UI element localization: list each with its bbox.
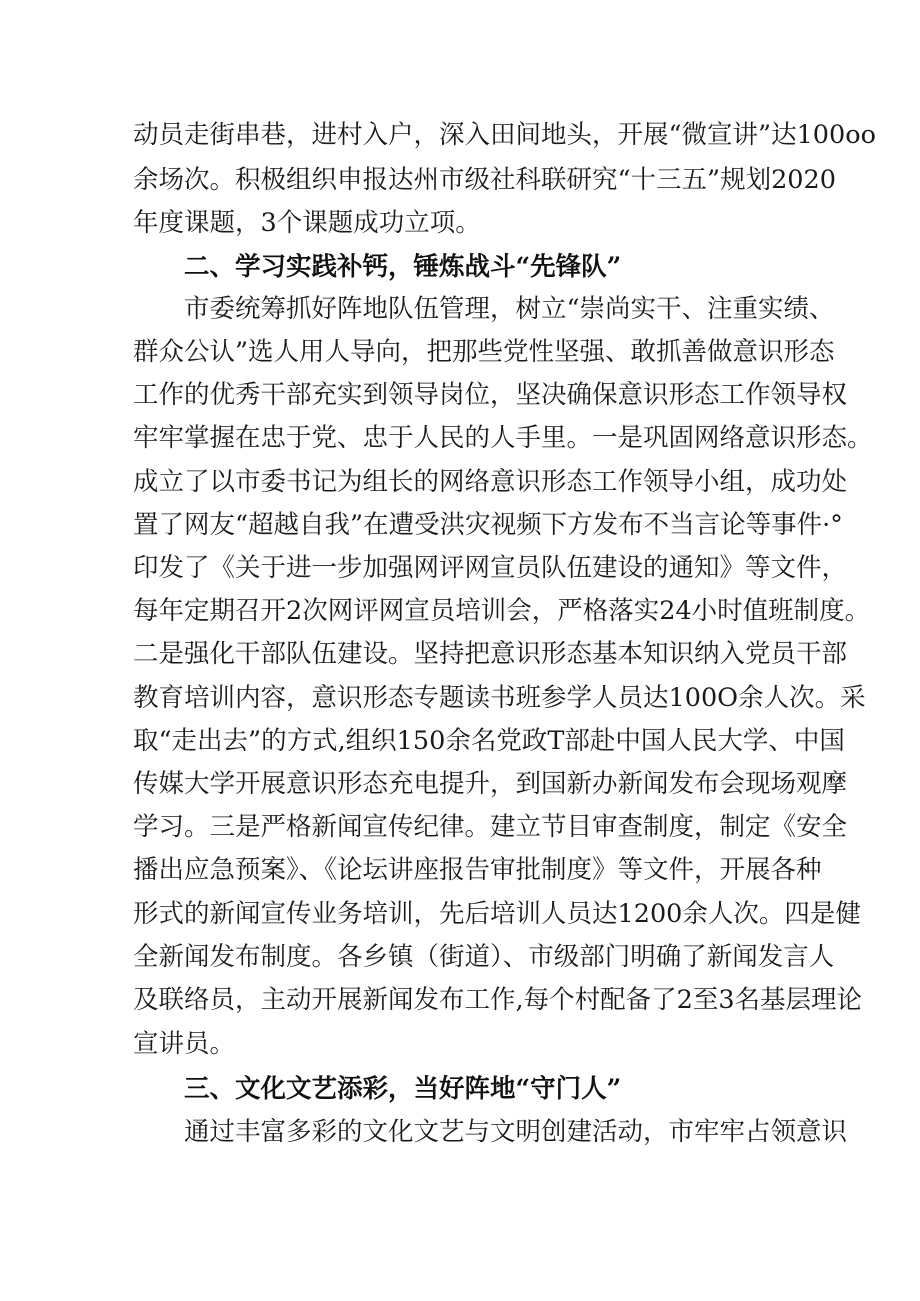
section-heading-3: 三、文化文艺添彩，当好阵地“守门人” (184, 1074, 622, 1104)
body-text-line: 成立了以市委书记为组长的网络意识形态工作领导小组，成功处 (133, 467, 848, 497)
body-text-line: 牢牢掌握在忠于党、忠于人民的人手里。一是巩固网络意识形态。 (133, 423, 873, 453)
body-text-line: 每年定期召开2次网评网宣员培训会，严格落实24小时值班制度。 (133, 596, 871, 626)
body-text-line: 动员走街串巷，进村入户，深入田间地头，开展“微宣讲”达100oo (133, 120, 876, 150)
body-text-line: 全新闻发布制度。各乡镇（街道）、市级部门明确了新闻发言人 (133, 942, 835, 972)
body-text-line: 学习。三是严格新闻宣传纪律。建立节目审查制度，制定《安全 (133, 812, 848, 842)
body-text-line: 群众公认”选人用人导向，把那些党性坚强、敢抓善做意识形态 (133, 337, 835, 367)
body-text-line: 印发了《关于进一步加强网评网宣员队伍建设的通知》等文件， (133, 553, 848, 583)
body-text-line: 宣讲员。 (133, 1029, 236, 1059)
body-text-line: 及联络员，主动开展新闻发布工作,每个村配备了2至3名基层理论 (133, 985, 863, 1015)
body-text-line: 通过丰富多彩的文化文艺与文明创建活动，市牢牢占领意识 (184, 1117, 848, 1147)
body-text-line: 市委统筹抓好阵地队伍管理，树立“崇尚实干、注重实绩、 (184, 294, 835, 324)
body-text-line: 年度课题，3个课题成功立项。 (133, 208, 481, 238)
body-text-line: 传媒大学开展意识形态充电提升，到国新办新闻发布会现场观摩 (133, 769, 848, 799)
body-text-line: 工作的优秀干部充实到领导岗位，坚决确保意识形态工作领导权 (133, 380, 848, 410)
body-text-line: 教育培训内容，意识形态专题读书班参学人员达100O余人次。采 (133, 683, 866, 713)
section-heading-2: 二、学习实践补钙，锤炼战斗“先锋队” (184, 252, 622, 282)
body-text-line: 播出应急预案》、《论坛讲座报告审批制度》等文件，开展各种 (133, 855, 822, 885)
body-text-line: 取“走出去”的方式,组织150余名党政T部赴中国人民大学、中国 (133, 726, 845, 756)
body-text-line: 余场次。积极组织申报达州市级社科联研究“十三五”规划2020 (133, 165, 836, 195)
body-text-line: 形式的新闻宣传业务培训，先后培训人员达1200余人次。四是健 (133, 899, 861, 929)
body-text-line: 置了网友“超越自我”在遭受洪灾视频下方发布不当言论等事件·° (133, 510, 843, 540)
body-text-line: 二是强化干部队伍建设。坚持把意识形态基本知识纳入党员干部 (133, 639, 848, 669)
